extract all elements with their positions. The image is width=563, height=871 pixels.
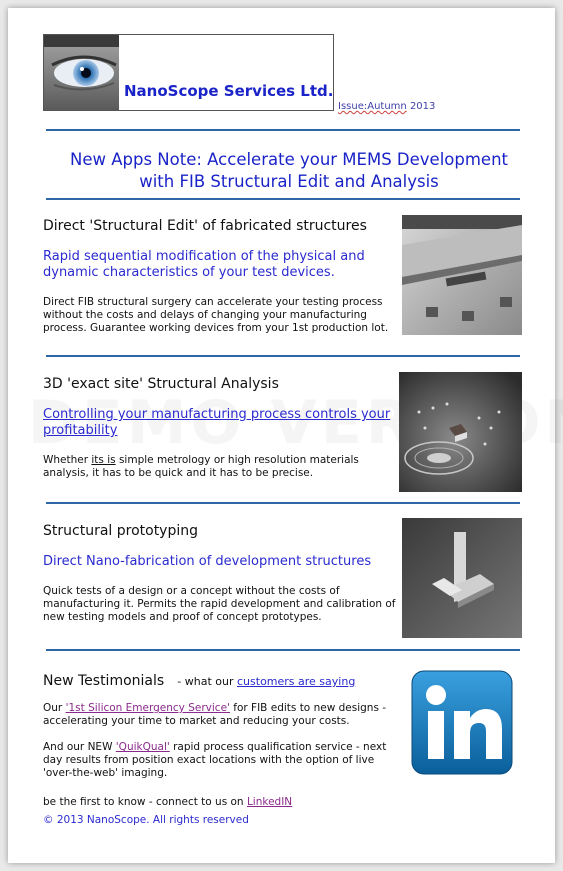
testimonials-title: New Testimonials bbox=[43, 673, 165, 689]
section-body-structural-analysis bbox=[43, 454, 379, 480]
sem-image-structural-edit bbox=[402, 215, 522, 335]
headline-line-1: New Apps Note: Accelerate your MEMS Development bbox=[70, 150, 508, 169]
p2-start: And our NEW bbox=[43, 741, 116, 753]
sem-image-structural-analysis bbox=[399, 372, 522, 492]
p1-start: Our bbox=[43, 702, 66, 714]
divider bbox=[46, 502, 520, 504]
company-name: NanoScope Services Ltd. bbox=[124, 82, 334, 100]
linkedin-link[interactable]: LinkedIN bbox=[246, 796, 293, 808]
connect-text: be the first to know - connect to us on bbox=[43, 796, 247, 808]
headline-line-2: with FIB Structural Edit and Analysis bbox=[139, 172, 439, 191]
linkedin-icon[interactable] bbox=[410, 669, 514, 776]
emergency-service-link[interactable]: '1st Silicon Emergency Service' bbox=[65, 702, 230, 714]
testimonials-lead: - what our bbox=[177, 675, 237, 688]
section-subtitle-prototyping: Direct Nano-fabrication of development structures bbox=[43, 554, 372, 569]
testimonial-emergency-service bbox=[43, 702, 399, 728]
quikqual-link[interactable]: 'QuikQual' bbox=[115, 741, 170, 753]
connect-line bbox=[43, 796, 399, 809]
divider bbox=[46, 129, 520, 131]
p2-end: rapid process qualification service - next day results from position exact locations with the option of live 'over-the-web' imaging. bbox=[43, 741, 387, 779]
issue-label bbox=[338, 101, 435, 112]
company-logo-banner bbox=[43, 34, 334, 111]
section-title-structural-analysis: 3D 'exact site' Structural Analysis bbox=[43, 376, 279, 392]
customers-link[interactable]: customers are saying bbox=[237, 675, 356, 688]
section-title-prototyping: Structural prototyping bbox=[43, 523, 199, 539]
divider bbox=[46, 649, 520, 651]
profitability-link[interactable]: Controlling your manufacturing process controls your profitability bbox=[43, 407, 391, 438]
copyright: © 2013 NanoScope. All rights reserved bbox=[43, 814, 249, 826]
sem-image-prototyping bbox=[402, 518, 522, 638]
headline bbox=[28, 149, 550, 193]
section-body-structural-edit: Direct FIB structural surgery can accelerate your testing process without the costs and delays of changing your manufacturing process. Guarantee working devices from your 1st production lot. bbox=[43, 296, 389, 334]
spellcheck-its-is: its is bbox=[91, 454, 116, 466]
testimonial-quikqual bbox=[43, 741, 399, 780]
issue-year: 2013 bbox=[409, 101, 436, 112]
divider bbox=[46, 355, 520, 357]
p1-end: for FIB edits to new designs - accelerating your time to market and reducing your costs. bbox=[43, 702, 387, 727]
section-body-prototyping: Quick tests of a design or a concept without the costs of manufacturing it. Permits the rapid development and calibration of new testing models and proof of concept prototypes. bbox=[43, 585, 396, 623]
body-text-end: simple metrology or high resolution materials analysis, it has to be quick and it has to be precise. bbox=[43, 454, 359, 479]
body-text-start: Whether bbox=[43, 454, 92, 466]
section-subtitle-structural-edit: Rapid sequential modification of the physical and dynamic characteristics of your test devices. bbox=[43, 249, 365, 280]
section-title-structural-edit: Direct 'Structural Edit' of fabricated structures bbox=[43, 218, 367, 234]
newsletter-page bbox=[8, 8, 555, 863]
testimonials-heading bbox=[43, 670, 355, 689]
eye-logo-image bbox=[44, 35, 119, 110]
issue-season: Issue:Autumn bbox=[338, 101, 407, 112]
divider bbox=[46, 198, 520, 200]
